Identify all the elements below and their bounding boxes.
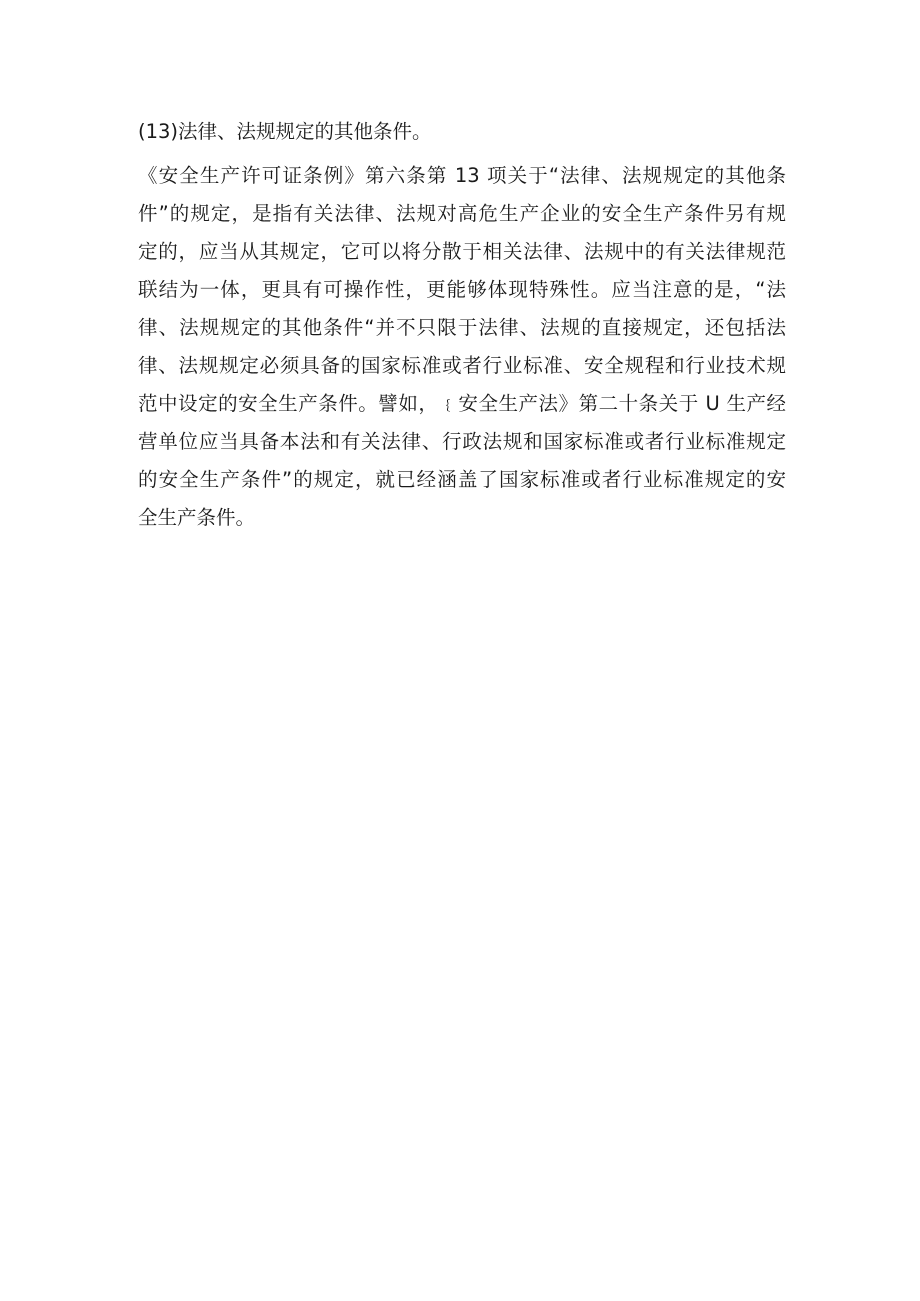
- paragraph-line: 件”的规定，是指有关法律、法规对高危生产企业的安全生产条件另有规: [138, 202, 786, 225]
- paragraph-line: 律、法规规定必须具备的国家标准或者行业标准、安全规程和行业技术规: [138, 354, 786, 377]
- paragraph-line: 联结为一体，更具有可操作性，更能够体现特殊性。应当注意的是，“法: [138, 278, 786, 301]
- paragraph-line: 的安全生产条件”的规定，就已经涵盖了国家标准或者行业标准规定的安: [138, 468, 786, 491]
- paragraph-line: 《安全生产许可证条例》第六条第 13 项关于“法律、法规规定的其他条: [138, 164, 786, 187]
- paragraph-line: 定的，应当从其规定，它可以将分散于相关法律、法规中的有关法律规范: [138, 240, 786, 263]
- paragraph-line: 律、法规规定的其他条件“并不只限于法律、法规的直接规定，还包括法: [138, 316, 786, 339]
- document-body: [138, 113, 786, 537]
- body-paragraph: [138, 157, 786, 537]
- paragraph-line: 范中设定的安全生产条件。譬如，﹛安全生产法》第二十条关于 U 生产经: [138, 392, 786, 415]
- paragraph-line: 营单位应当具备本法和有关法律、行政法规和国家标准或者行业标准规定: [138, 430, 786, 453]
- paragraph-line-last: 全生产条件。: [138, 506, 256, 529]
- item-heading: (13)法律、法规规定的其他条件。: [138, 120, 432, 143]
